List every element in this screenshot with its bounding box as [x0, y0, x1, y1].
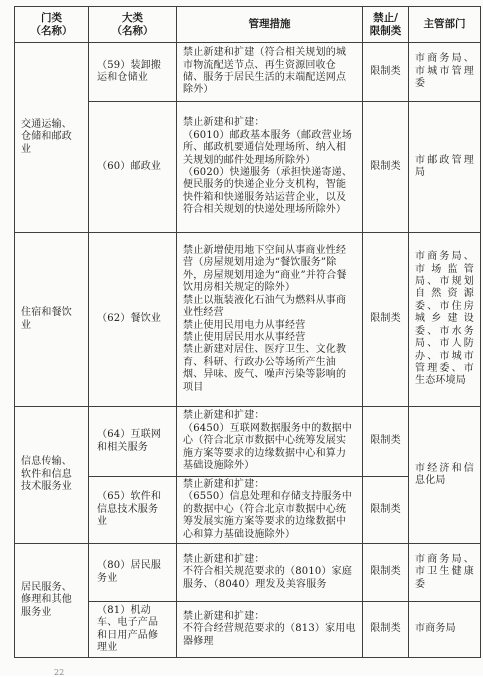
- measures-cell: 禁止新建和扩建（符合相关规划的城市物流配送节点、再生资源回收仓储、服务于居民生活的末端配送网点除外）: [177, 43, 363, 102]
- department-cell: 市商务局、市城市管理委: [409, 43, 481, 102]
- category-cell: 信息传输、软件和信息技术服务业: [15, 407, 89, 544]
- table-row: [15, 544, 481, 602]
- header-category: 门类 （名称）: [15, 7, 89, 43]
- restriction-cell: 限制类: [363, 102, 409, 233]
- table-row: [15, 43, 481, 102]
- header-measures: 管理措施: [177, 7, 363, 43]
- header-subcategory: 大类 （名称）: [89, 7, 177, 43]
- restriction-cell: 限制类: [363, 477, 409, 544]
- measures-cell: 禁止新建和扩建： 不符合相关规范要求的（8010）家庭服务、（8040）理发及美容服务: [177, 544, 363, 602]
- category-cell: 居民服务、修理和其他服务业: [15, 544, 89, 658]
- department-cell: 市经济和信息化局: [409, 407, 481, 544]
- header-restriction: 禁止/ 限制类: [363, 7, 409, 43]
- subcategory-cell: （80）居民服务业: [89, 544, 177, 602]
- measures-cell: 禁止新建和扩建： （6550）信息处理和存储支持服务中的数据中心（符合北京市数据中心统筹发展实施方案等要求的边缘数据中心和算力基础设施除外）: [177, 477, 363, 544]
- department-cell: 市商务局: [409, 602, 481, 658]
- measures-cell: 禁止新建和扩建： 不符合经营规范要求的（813）家用电器修理: [177, 602, 363, 658]
- subcategory-cell: （59）装卸搬运和仓储业: [89, 43, 177, 102]
- restriction-cell: 限制类: [363, 43, 409, 102]
- department-cell: 市商务局、市场监管局、市规划自然资源委、市住房城乡建设委、市水务局、市人防办、市城市管理委、市生态环境局: [409, 233, 481, 407]
- category-cell: 住宿和餐饮业: [15, 233, 89, 407]
- table-row: [15, 233, 481, 407]
- measures-cell: 禁止新增使用地下空间从事商业性经营（房屋规划用途为“餐饮服务”除外，房屋规划用途为“商业”并符合餐饮用房相关规定的除外） 禁止以瓶装液化石油气为燃料从事商业性经营 禁止使用民用电力从事经营 禁止使用居民用水从事经营 禁止新建对居住、医疗卫生、文化教育、科研、行政办公等场所产生油烟、异味、废气、噪声污染等影响的项目: [177, 233, 363, 407]
- subcategory-cell: （62）餐饮业: [89, 233, 177, 407]
- table-row: [15, 407, 481, 477]
- subcategory-cell: （64）互联网和相关服务: [89, 407, 177, 477]
- header-department: 主管部门: [409, 7, 481, 43]
- header-row: [15, 7, 481, 43]
- department-cell: 市邮政管理局: [409, 102, 481, 233]
- subcategory-cell: （60）邮政业: [89, 102, 177, 233]
- restriction-cell: 限制类: [363, 233, 409, 407]
- restriction-cell: 限制类: [363, 407, 409, 477]
- restriction-cell: 限制类: [363, 602, 409, 658]
- subcategory-cell: （65）软件和信息技术服务业: [89, 477, 177, 544]
- page-number: 22: [54, 668, 65, 677]
- department-cell: 市商务局、市卫生健康委: [409, 544, 481, 602]
- measures-cell: 禁止新建和扩建： （6450）互联网数据服务中的数据中心（符合北京市数据中心统筹发展实施方案等要求的边缘数据中心和算力基础设施除外）: [177, 407, 363, 477]
- measures-cell: 禁止新建和扩建： （6010）邮政基本服务（邮政营业场所、邮政机要通信处理场所、纳入相关规划的邮件处理场所除外） （6020）快递服务（承担快递寄递、便民服务的快递企业分支机构，智能快件箱和快递服务站运营企业，以及符合相关规划的快递处理场所除外）: [177, 102, 363, 233]
- restriction-cell: 限制类: [363, 544, 409, 602]
- subcategory-cell: （81）机动车、电子产品和日用产品修理业: [89, 602, 177, 658]
- category-cell: 交通运输、仓储和邮政业: [15, 43, 89, 233]
- management-measures-table: [14, 6, 481, 658]
